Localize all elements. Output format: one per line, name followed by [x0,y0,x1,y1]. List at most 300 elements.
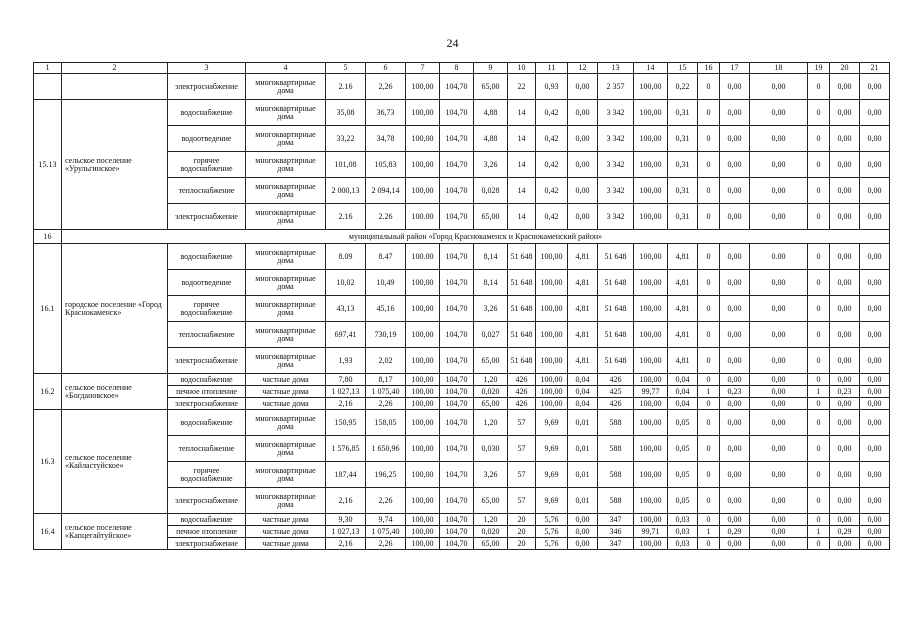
housing-type-cell: многоквартирные дома [246,322,326,348]
value-cell: 2,16 [326,538,366,550]
value-cell: 0,00 [830,462,860,488]
value-cell: 0,00 [568,178,598,204]
value-cell: 1 075,40 [366,386,406,398]
value-cell: 100,00 [634,178,668,204]
value-cell: 0 [808,204,830,230]
value-cell: 100,00 [406,410,440,436]
column-number-cell: 15 [668,63,698,74]
value-cell: 0,00 [830,436,860,462]
service-cell: водоотведение [168,126,246,152]
service-cell: водоснабжение [168,244,246,270]
table-body [34,63,890,550]
value-cell: 1 [808,526,830,538]
service-cell: печное отопление [168,526,246,538]
service-cell: электроснабжение [168,398,246,410]
value-cell: 0,00 [750,410,808,436]
value-cell: 347 [598,538,634,550]
value-cell: 104,70 [440,100,474,126]
value-cell: 0,00 [750,126,808,152]
value-cell: 100,00 [634,296,668,322]
value-cell: 0,00 [860,410,890,436]
value-cell: 51 648 [598,270,634,296]
service-cell: электроснабжение [168,488,246,514]
value-cell: 2,26 [366,488,406,514]
service-cell: теплоснабжение [168,178,246,204]
value-cell: 104,70 [440,204,474,230]
housing-type-cell: частные дома [246,386,326,398]
value-cell: 426 [508,386,536,398]
value-cell: 0,05 [668,410,698,436]
table-row [34,514,890,526]
value-cell: 0,05 [668,462,698,488]
value-cell: 0,31 [668,152,698,178]
value-cell: 0,03 [668,514,698,526]
value-cell: 65,00 [474,538,508,550]
housing-type-cell: многоквартирные дома [246,270,326,296]
column-number-cell: 19 [808,63,830,74]
value-cell: 0,00 [568,74,598,100]
value-cell: 0,027 [474,322,508,348]
value-cell: 588 [598,462,634,488]
value-cell: 0 [808,244,830,270]
value-cell: 57 [508,436,536,462]
value-cell: 10,49 [366,270,406,296]
value-cell: 7,80 [326,374,366,386]
value-cell: 0,00 [720,488,750,514]
value-cell: 0 [698,322,720,348]
value-cell: 2 094,14 [366,178,406,204]
value-cell: 1 027,13 [326,526,366,538]
service-cell: теплоснабжение [168,322,246,348]
value-cell: 100,00 [536,270,568,296]
value-cell: 1,93 [326,348,366,374]
value-cell: 1 [808,386,830,398]
housing-type-cell: многоквартирные дома [246,74,326,100]
value-cell: 0 [698,152,720,178]
settlement-number-cell: 16.4 [34,514,62,550]
value-cell: 0,00 [750,526,808,538]
housing-type-cell: многоквартирные дома [246,244,326,270]
value-cell: 51 648 [598,348,634,374]
value-cell: 0,00 [830,322,860,348]
value-cell: 0,00 [860,204,890,230]
column-number-cell: 16 [698,63,720,74]
value-cell: 0,00 [860,74,890,100]
value-cell: 104,70 [440,488,474,514]
value-cell: 0 [808,348,830,374]
value-cell: 100,00 [634,514,668,526]
value-cell: 45,16 [366,296,406,322]
service-cell: водоснабжение [168,514,246,526]
value-cell: 100,00 [406,514,440,526]
value-cell: 0,93 [536,74,568,100]
value-cell: 0 [808,398,830,410]
value-cell: 3 342 [598,204,634,230]
value-cell: 100,00 [634,100,668,126]
value-cell: 43,13 [326,296,366,322]
value-cell: 426 [508,398,536,410]
value-cell: 0,00 [830,270,860,296]
value-cell: 0,00 [720,462,750,488]
value-cell: 0 [808,152,830,178]
value-cell: 0 [808,322,830,348]
value-cell: 100,00 [634,270,668,296]
value-cell: 0,00 [568,538,598,550]
service-cell: горячее водоснабжение [168,152,246,178]
value-cell: 0,01 [568,488,598,514]
value-cell: 4,81 [668,296,698,322]
column-number-cell: 3 [168,63,246,74]
housing-type-cell: частные дома [246,526,326,538]
value-cell: 0,00 [830,374,860,386]
value-cell: 0,00 [830,398,860,410]
value-cell: 100,00 [634,244,668,270]
value-cell: 4,81 [568,244,598,270]
value-cell: 104,70 [440,126,474,152]
value-cell: 0,00 [860,126,890,152]
value-cell: 101,08 [326,152,366,178]
housing-type-cell: частные дома [246,398,326,410]
value-cell: 0,03 [668,526,698,538]
value-cell: 0 [808,462,830,488]
value-cell: 100,00 [406,538,440,550]
value-cell: 14 [508,152,536,178]
service-cell: электроснабжение [168,348,246,374]
column-number-cell: 13 [598,63,634,74]
value-cell: 0,00 [720,178,750,204]
value-cell: 4,81 [568,322,598,348]
value-cell: 0,00 [750,436,808,462]
value-cell: 0,00 [860,526,890,538]
value-cell: 100,00 [536,296,568,322]
value-cell: 0,00 [720,398,750,410]
value-cell: 158,05 [366,410,406,436]
value-cell: 5,76 [536,538,568,550]
value-cell: 9,30 [326,514,366,526]
value-cell: 0 [698,436,720,462]
value-cell: 0,31 [668,178,698,204]
value-cell: 0,00 [860,100,890,126]
value-cell: 0,00 [750,514,808,526]
column-number-cell: 1 [34,63,62,74]
empty-cell [62,74,168,100]
settlement-name-cell: сельское поселение «Капцегайтуйское» [62,514,168,550]
value-cell: 150,95 [326,410,366,436]
value-cell: 0 [808,296,830,322]
value-cell: 0 [698,374,720,386]
value-cell: 730,19 [366,322,406,348]
value-cell: 426 [598,398,634,410]
value-cell: 0,00 [750,152,808,178]
value-cell: 100,00 [536,244,568,270]
service-cell: теплоснабжение [168,436,246,462]
value-cell: 2,16 [326,488,366,514]
value-cell: 9,69 [536,488,568,514]
value-cell: 0 [698,204,720,230]
value-cell: 0,00 [568,204,598,230]
column-number-cell: 8 [440,63,474,74]
value-cell: 0,00 [750,270,808,296]
value-cell: 2,26 [366,74,406,100]
value-cell: 104,70 [440,514,474,526]
value-cell: 0,00 [830,538,860,550]
value-cell: 2 000,13 [326,178,366,204]
value-cell: 0,31 [668,126,698,152]
value-cell: 0,00 [750,204,808,230]
value-cell: 426 [508,374,536,386]
value-cell: 0,42 [536,126,568,152]
column-number-cell: 5 [326,63,366,74]
value-cell: 0 [808,538,830,550]
value-cell: 104,70 [440,296,474,322]
column-number-cell: 10 [508,63,536,74]
value-cell: 0,00 [830,348,860,374]
value-cell: 104,70 [440,348,474,374]
value-cell: 100,00 [536,398,568,410]
column-number-cell: 20 [830,63,860,74]
settlement-number-cell: 16.3 [34,410,62,514]
housing-type-cell: многоквартирные дома [246,488,326,514]
value-cell: 0,00 [830,514,860,526]
value-cell: 0,00 [860,538,890,550]
value-cell: 0,00 [568,100,598,126]
value-cell: 0 [808,270,830,296]
settlement-name-cell: городское поселение «Город Краснокаменск» [62,244,168,374]
value-cell: 8,14 [474,270,508,296]
value-cell: 0,020 [474,386,508,398]
value-cell: 0,00 [720,152,750,178]
tariff-table [33,62,890,550]
value-cell: 0 [698,74,720,100]
value-cell: 100,00 [406,398,440,410]
value-cell: 0,00 [750,74,808,100]
value-cell: 100,00 [406,526,440,538]
value-cell: 0,00 [830,178,860,204]
value-cell: 65,00 [474,398,508,410]
value-cell: 65,00 [474,74,508,100]
value-cell: 0,00 [860,386,890,398]
service-cell: электроснабжение [168,538,246,550]
value-cell: 51 648 [598,296,634,322]
value-cell: 14 [508,204,536,230]
value-cell: 0,00 [830,244,860,270]
value-cell: 8,17 [366,374,406,386]
column-number-row [34,63,890,74]
value-cell: 100,00 [634,436,668,462]
housing-type-cell: многоквартирные дома [246,436,326,462]
value-cell: 0.00 [750,244,808,270]
value-cell: 0 [808,488,830,514]
value-cell: 8.09 [326,244,366,270]
value-cell: 0,23 [830,386,860,398]
value-cell: 0 [808,374,830,386]
column-number-cell: 17 [720,63,750,74]
value-cell: 20 [508,538,536,550]
value-cell: 0 [808,436,830,462]
value-cell: 0 [698,348,720,374]
value-cell: 0,31 [668,204,698,230]
value-cell: 588 [598,488,634,514]
value-cell: 20 [508,526,536,538]
value-cell: 1 027,13 [326,386,366,398]
value-cell: 0,00 [830,74,860,100]
value-cell: 104,70 [440,526,474,538]
service-cell: печное отопление [168,386,246,398]
column-number-cell: 7 [406,63,440,74]
value-cell: 0,00 [860,244,890,270]
value-cell: 0,00 [720,514,750,526]
value-cell: 9,74 [366,514,406,526]
empty-cell [34,74,62,100]
value-cell: 51 648 [508,322,536,348]
value-cell: 0,05 [668,436,698,462]
value-cell: 4,81 [568,296,598,322]
value-cell: 0,00 [568,526,598,538]
value-cell: 3,26 [474,296,508,322]
value-cell: 22 [508,74,536,100]
value-cell: 0,00 [720,270,750,296]
table-row [34,374,890,386]
settlement-name-cell: сельское поселение «Богдановское» [62,374,168,410]
value-cell: 3 342 [598,178,634,204]
value-cell: 2,26 [366,538,406,550]
value-cell: 425 [598,386,634,398]
value-cell: 0,028 [474,178,508,204]
settlement-name-cell: сельское поселение «Урульгинское» [62,100,168,230]
value-cell: 51 648 [598,322,634,348]
value-cell: 100,00 [536,386,568,398]
value-cell: 0 [698,410,720,436]
column-number-cell: 6 [366,63,406,74]
value-cell: 51 648 [508,296,536,322]
section-row [34,230,890,244]
value-cell: 0,00 [750,386,808,398]
value-cell: 9,69 [536,410,568,436]
value-cell: 2,02 [366,348,406,374]
value-cell: 105,83 [366,152,406,178]
value-cell: 100,00 [406,296,440,322]
value-cell: 104,70 [440,270,474,296]
value-cell: 100,00 [634,410,668,436]
value-cell: 57 [508,462,536,488]
value-cell: 10,02 [326,270,366,296]
value-cell: 0,04 [568,386,598,398]
table-row [34,244,890,270]
value-cell: 4,81 [668,322,698,348]
value-cell: 0,00 [720,244,750,270]
settlement-number-cell: 16.2 [34,374,62,410]
value-cell: 100,00 [536,374,568,386]
column-number-cell: 2 [62,63,168,74]
value-cell: 100,00 [634,322,668,348]
value-cell: 3,26 [474,152,508,178]
value-cell: 36,73 [366,100,406,126]
value-cell: 0 [808,178,830,204]
value-cell: 33,22 [326,126,366,152]
value-cell: 0,020 [474,526,508,538]
value-cell: 0,23 [720,386,750,398]
service-cell: электроснабжение [168,74,246,100]
section-title-cell: муниципальный район «Город Краснокаменск и Краснокаменский район» [62,230,890,244]
value-cell: 100,00 [406,348,440,374]
value-cell: 196,25 [366,462,406,488]
value-cell: 0,04 [668,398,698,410]
housing-type-cell: многоквартирные дома [246,152,326,178]
table-row [34,100,890,126]
value-cell: 588 [598,410,634,436]
table-row [34,410,890,436]
housing-type-cell: частные дома [246,374,326,386]
value-cell: 0,00 [830,488,860,514]
value-cell: 100,00 [634,348,668,374]
value-cell: 104,70 [440,178,474,204]
value-cell: 0,00 [860,398,890,410]
value-cell: 100.00 [406,204,440,230]
value-cell: 0,00 [750,398,808,410]
value-cell: 100,00 [634,204,668,230]
value-cell: 697,41 [326,322,366,348]
housing-type-cell: многоквартирные дома [246,348,326,374]
value-cell: 0,00 [830,410,860,436]
value-cell: 0,00 [720,410,750,436]
column-number-cell: 4 [246,63,326,74]
value-cell: 0,00 [860,348,890,374]
value-cell: 0,00 [860,488,890,514]
value-cell: 3,26 [474,462,508,488]
value-cell: 0,04 [668,386,698,398]
settlement-number-cell: 15.13 [34,100,62,230]
value-cell: 0,00 [860,296,890,322]
value-cell: 2 357 [598,74,634,100]
value-cell: 0,00 [860,178,890,204]
value-cell: 1,20 [474,514,508,526]
value-cell: 0,00 [830,100,860,126]
value-cell: 1 576,85 [326,436,366,462]
value-cell: 0,00 [750,538,808,550]
value-cell: 1 [698,386,720,398]
housing-type-cell: многоквартирные дома [246,410,326,436]
settlement-number-cell: 16.1 [34,244,62,374]
value-cell: 1,20 [474,410,508,436]
value-cell: 0 [698,296,720,322]
value-cell: 0 [698,270,720,296]
value-cell: 100,00 [406,126,440,152]
value-cell: 4,88 [474,100,508,126]
value-cell: 14 [508,126,536,152]
column-number-cell: 12 [568,63,598,74]
value-cell: 2,16 [326,398,366,410]
value-cell: 0 [808,100,830,126]
value-cell: 51 648 [598,244,634,270]
value-cell: 0 [698,100,720,126]
value-cell: 0,00 [860,322,890,348]
column-number-cell: 14 [634,63,668,74]
value-cell: 100,00 [634,126,668,152]
value-cell: 99,77 [634,386,668,398]
value-cell: 104,70 [440,398,474,410]
value-cell: 0,00 [720,74,750,100]
page-number: 24 [446,36,459,50]
value-cell: 0 [698,488,720,514]
housing-type-cell: многоквартирные дома [246,178,326,204]
value-cell: 0,00 [720,374,750,386]
value-cell: 100,00 [634,152,668,178]
value-cell: 100,00 [634,74,668,100]
value-cell: 0,00 [830,126,860,152]
section-number-cell: 16 [34,230,62,244]
value-cell: 8.47 [366,244,406,270]
value-cell: 51 648 [508,270,536,296]
